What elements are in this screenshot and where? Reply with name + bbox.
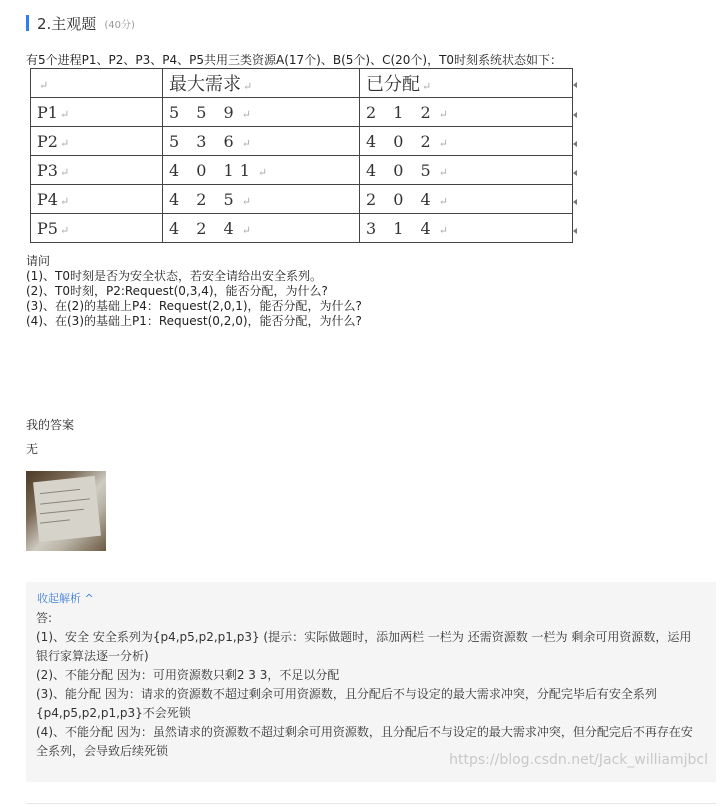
- question-item: (3)、在(2)的基础上P4：Request(2,0,1)，能否分配，为什么?: [26, 299, 362, 313]
- question-number-title: 2.主观题: [37, 14, 97, 33]
- max-need-cell: 4 0 11 ↵: [163, 156, 360, 185]
- max-need-cell: 4 2 4 ↵: [163, 214, 360, 243]
- resource-table-image: [30, 68, 573, 243]
- row-marker-icon: [573, 112, 577, 118]
- row-marker-icon: [573, 170, 577, 176]
- question-item: (4)、在(3)的基础上P1：Request(0,2,0)，能否分配，为什么?: [26, 314, 362, 328]
- allocated-cell: 3 1 4 ↵: [360, 214, 573, 243]
- table-header-cell: ↵: [31, 69, 163, 98]
- max-need-cell: 5 5 9 ↵: [163, 98, 360, 127]
- bottom-divider: [26, 803, 716, 804]
- table-row: [31, 156, 573, 185]
- table-row: [31, 98, 573, 127]
- question-item: (2)、T0时刻，P2:Request(0,3,4)，能否分配，为什么?: [26, 284, 328, 298]
- process-cell: P5 ↵: [31, 214, 163, 243]
- collapse-analysis-toggle[interactable]: 收起解析 ^: [37, 592, 94, 605]
- resource-table: [30, 68, 573, 243]
- analysis-line: (4)、不能分配 因为：虽然请求的资源数不超过剩余可用资源数，且分配后不与设定的最大需求冲突，但分配完后不再存在安全系列，会导致后续死锁: [36, 725, 693, 758]
- row-marker-icon: [573, 199, 577, 205]
- process-cell: P3 ↵: [31, 156, 163, 185]
- process-cell: P2 ↵: [31, 127, 163, 156]
- table-header-cell: 已分配 ↵: [360, 69, 573, 98]
- allocated-cell: 4 0 2 ↵: [360, 127, 573, 156]
- row-marker-icon: [573, 82, 577, 88]
- allocated-cell: 4 0 5 ↵: [360, 156, 573, 185]
- table-header-cell: 最大需求 ↵: [163, 69, 360, 98]
- analysis-line: (2)、不能分配 因为：可用资源数只剩2 3 3，不足以分配: [36, 668, 340, 682]
- max-need-cell: 4 2 5 ↵: [163, 185, 360, 214]
- max-need-cell: 5 3 6 ↵: [163, 127, 360, 156]
- row-marker-icon: [573, 141, 577, 147]
- analysis-body: [36, 609, 702, 761]
- analysis-line: (1)、安全 安全系列为{p4,p5,p2,p1,p3} (提示：实际做题时，添加两栏 一栏为 还需资源数 一栏为 剩余可用资源数，运用银行家算法逐一分析): [36, 630, 692, 663]
- process-cell: P4 ↵: [31, 185, 163, 214]
- table-row: [31, 185, 573, 214]
- table-row: [31, 214, 573, 243]
- allocated-cell: 2 0 4 ↵: [360, 185, 573, 214]
- photo-paper-shape: [33, 476, 101, 542]
- row-marker-icon: [573, 228, 577, 234]
- header-accent-bar: [26, 15, 29, 31]
- watermark-text: https://blog.csdn.net/Jack_williamjbcl: [449, 752, 708, 768]
- process-cell: P1 ↵: [31, 98, 163, 127]
- question-item: (1)、T0时刻是否为安全状态，若安全请给出安全系列。: [26, 269, 322, 283]
- allocated-cell: 2 1 2 ↵: [360, 98, 573, 127]
- question-score: (40分): [104, 19, 135, 31]
- answer-photo-thumbnail[interactable]: [26, 471, 106, 551]
- question-item: 请问: [26, 254, 51, 268]
- table-header-row: [31, 69, 573, 98]
- analysis-line: 答:: [36, 611, 53, 625]
- my-answer-text: 无: [26, 442, 39, 456]
- question-header: [26, 14, 135, 32]
- question-intro: 有5个进程P1、P2、P3、P4、P5共用三类资源A(17个)、B(5个)、C(20个)，T0时刻系统状态如下：: [26, 53, 563, 67]
- my-answer-label: 我的答案: [26, 418, 75, 432]
- question-list: [26, 254, 362, 329]
- table-row: [31, 127, 573, 156]
- analysis-line: (3)、能分配 因为：请求的资源数不超过剩余可用资源数，且分配后不与设定的最大需求冲突，分配完毕后有安全系列{p4,p5,p2,p1,p3}不会死锁: [36, 687, 657, 720]
